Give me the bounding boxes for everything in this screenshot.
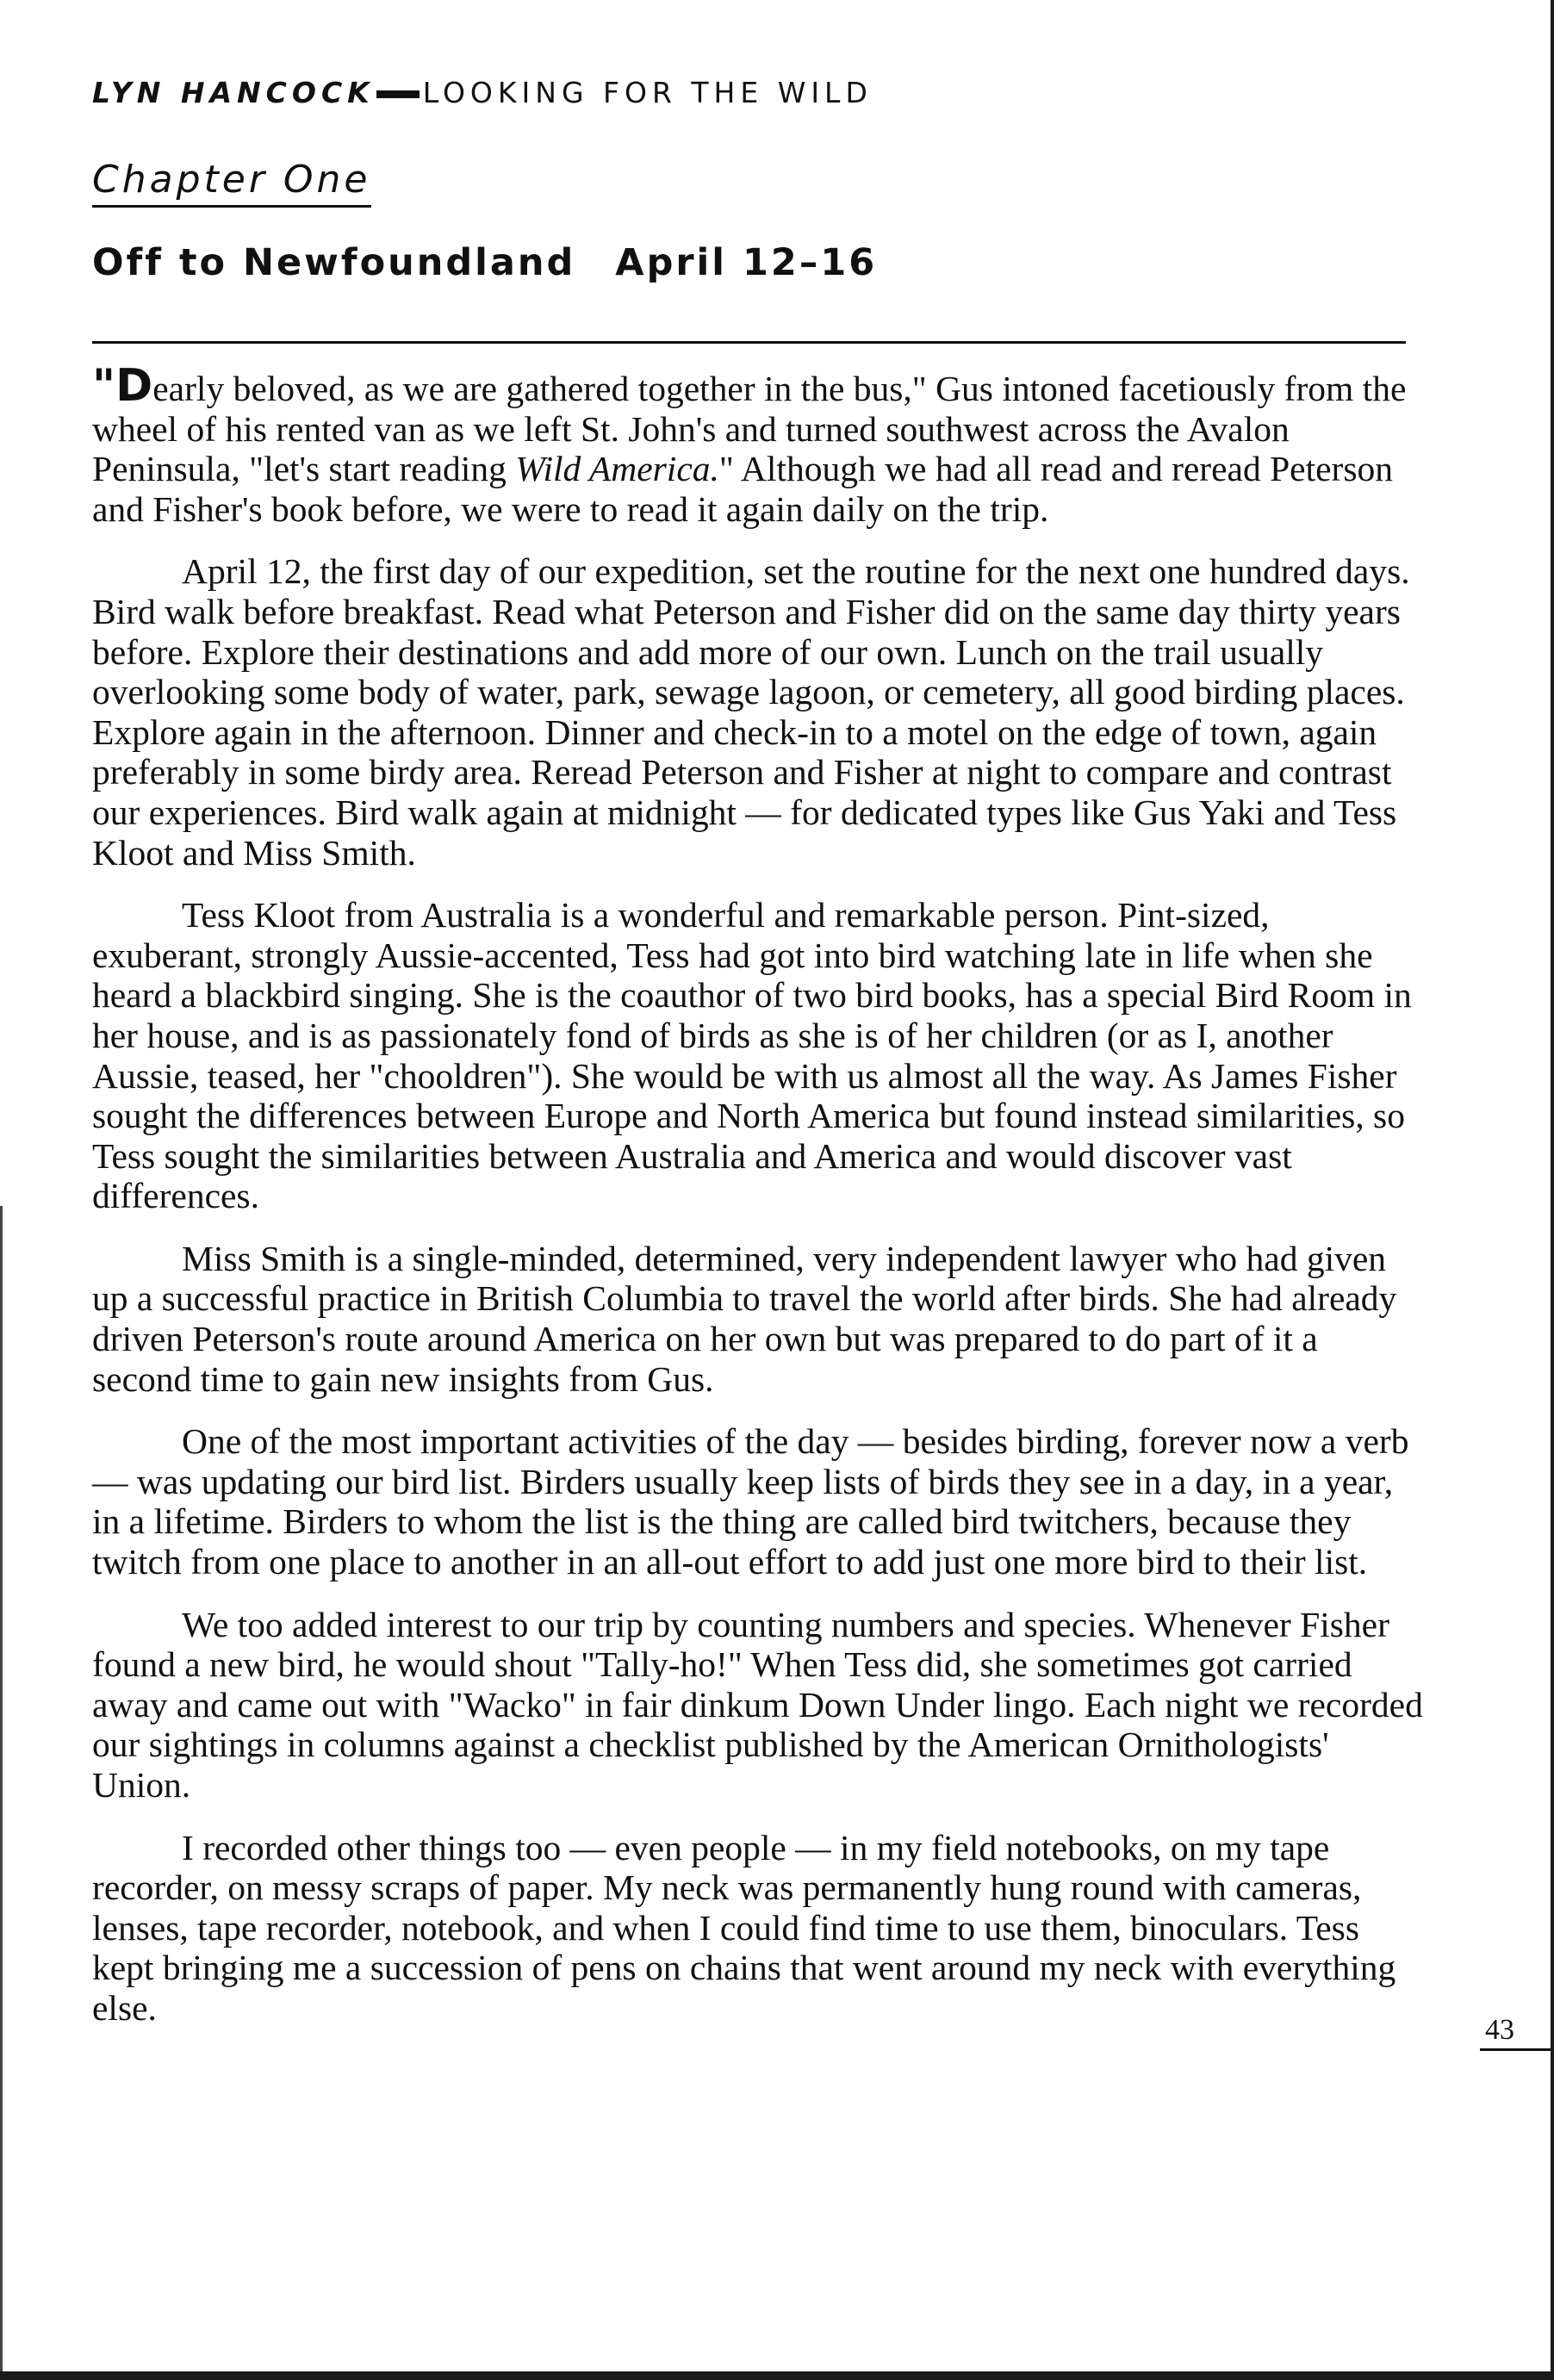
chapter-label: Chapter One <box>92 158 371 208</box>
running-head-separator <box>376 90 420 98</box>
page-edge-left <box>0 1206 3 2380</box>
paragraph-3: Tess Kloot from Australia is a wonderful and remarkable person. Pint-sized, exuberant, strongly Aussie-accented, Tess had got into bird watching late in life when she heard a blackbird singing. She is the coauthor of two bird books, has a special Bird Room in her house, and is as passionately fond of birds as she is of her children (or as I, another Aussie, teased, her "chooldren"). She would be with us almost all the way. As James Fisher sought the differences between Europe and North America but found instead similarities, so Tess sought the similarities between Australia and America and would discover vast differences. <box>92 895 1412 1216</box>
chapter-heading <box>92 241 877 284</box>
paragraph-1-text-end: " Although we had all read and reread Peterson and Fisher's book before, we were to read it again daily on the trip. <box>92 449 1394 529</box>
drop-cap: "D <box>92 360 153 412</box>
chapter-title: Off to Newfoundland <box>92 241 576 284</box>
page-number-rule <box>1480 2048 1554 2051</box>
page-edge-bottom <box>0 2371 1554 2380</box>
page-edge-right <box>1551 0 1554 2380</box>
chapter-dates: April 12–16 <box>615 241 878 284</box>
body-text <box>92 360 1423 2051</box>
running-head-author: LYN HANCOCK <box>92 76 375 109</box>
paragraph-1-text: early beloved, as we are gathered together in the bus," Gus intoned facetiously from the wheel of his rented van as we left St. John's and turned southwest across the Avalon Peninsula, "let's start reading <box>92 369 1407 489</box>
running-head <box>92 76 873 109</box>
paragraph-7: I recorded other things too — even people — in my field notebooks, on my tape recorder, on messy scraps of paper. My neck was permanently hung round with cameras, lenses, tape recorder, notebook, and when I could find time to use them, binoculars. Tess kept bringing me a succession of pens on chains that went around my neck with everything else. <box>92 1827 1396 2028</box>
paragraph-6: We too added interest to our trip by counting numbers and species. Whenever Fisher found a new bird, he would shout "Tally-ho!" When Tess did, she sometimes got carried away and came out with "Wacko" in fair dinkum Down Under lingo. Each night we recorded our sightings in columns against a checklist published by the American Ornithologists' Union. <box>92 1604 1423 1805</box>
page-number: 43 <box>1485 2014 1514 2046</box>
paragraph-2: April 12, the first day of our expedition, set the routine for the next one hundred days. Bird walk before breakfast. Read what Peterson and Fisher did on the same day thirty years before. Explore their destinations and add more of our own. Lunch on the trail usually overlooking some body of water, park, sewage lagoon, or cemetery, all good birding places. Explore again in the afternoon. Dinner and check-in to a motel on the edge of town, again preferably in some birdy area. Reread Peterson and Fisher at night to compare and contrast our experiences. Bird walk again at midnight — for dedicated types like Gus Yaki and Tess Kloot and Miss Smith. <box>92 551 1410 873</box>
title-divider <box>92 341 1406 344</box>
book-title-italic: Wild America. <box>515 449 719 489</box>
running-head-title: LOOKING FOR THE WILD <box>422 76 873 109</box>
paragraph-5: One of the most important activities of the day — besides birding, forever now a verb — was updating our bird list. Birders usually keep lists of birds they see in a day, in a year, in a lifetime. Birders to whom the list is the thing are called bird twitchers, because they twitch from one place to another in an all-out effort to add just one more bird to their list. <box>92 1421 1409 1582</box>
paragraph-4: Miss Smith is a single-minded, determined, very independent lawyer who had given up a successful practice in British Columbia to travel the world after birds. She had already driven Peterson's route around America on her own but was prepared to do part of it a second time to gain new insights from Gus. <box>92 1238 1397 1399</box>
paragraph-1 <box>92 360 1423 529</box>
